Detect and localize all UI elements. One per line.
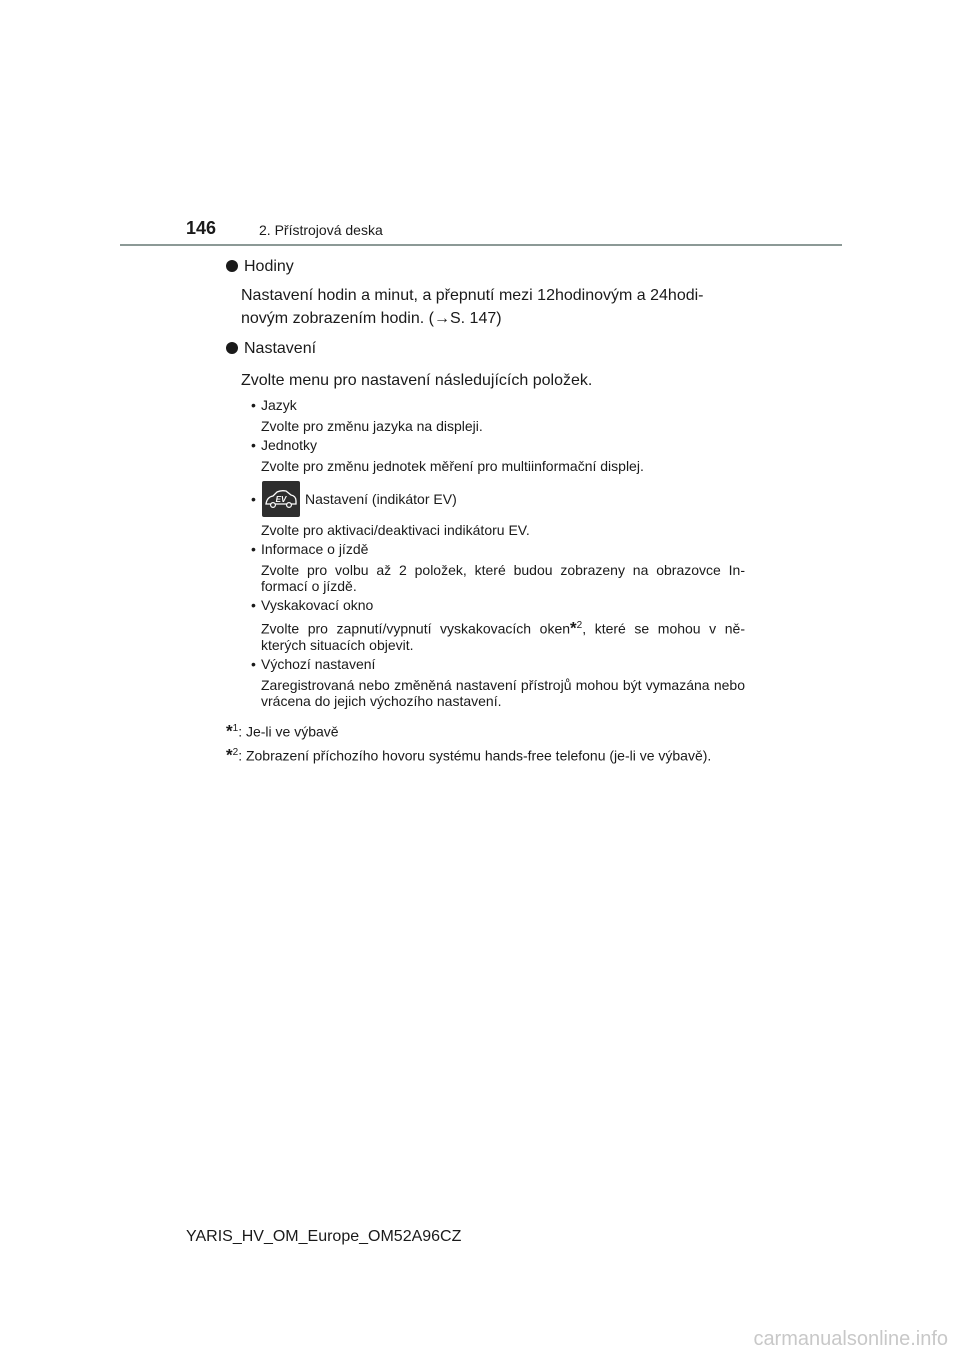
footnotes [226,719,746,763]
section-heading-hodiny: Hodiny [226,254,746,280]
list-item: • Informace o jízdě Zvolte pro volbu až 2 položek, které budou zobrazeny na obrazovce In-formací o jízdě. [251,541,745,594]
item-description: Zvolte pro zapnutí/vypnutí vyskakovacích oken*$^2$, které se mohou v ně-kterých situacích objevit. [261,618,745,653]
item-description: Zvolte pro změnu jednotek měření pro multiinformační displej. [261,458,644,474]
bullet-dot-icon [226,260,238,272]
chapter-title: 2. Přístrojová deska [259,222,383,238]
settings-list [251,396,746,709]
item-label: Informace o jízdě [261,541,369,557]
header-rule [120,244,842,246]
item-label: Vyskakovací okno [261,597,374,613]
item-label: Jednotky [261,437,318,453]
item-description: Zvolte pro změnu jazyka na displeji. [261,418,483,434]
page-content [226,252,746,763]
section-body-hodiny: Nastavení hodin a minut, a přepnutí mezi 12hodinovým a 24hodi- novým zobrazením hodin. (→S. 147) [241,287,704,327]
list-item: • Vyskakovací okno Zvolte pro zapnutí/vypnutí vyskakovacích oken*$^2$, které se mohou v ně-kterých situacích objevit. [251,597,745,653]
footnote: *$^2$: Zobrazení příchozího hovoru systému hands-free telefonu (je-li ve výbavě). [226,745,712,765]
bullet-dot-icon [226,342,238,354]
list-item: • Jednotky Zvolte pro změnu jednotek měření pro multiinformační displej. [251,436,746,474]
item-label: Výchozí nastavení [261,655,376,672]
list-item: • Výchozí nastavení Zaregistrovaná nebo změněná nastavení přístrojů mohou být vymazána nebo vrácena do jejich výchozího nastavení. [251,655,745,709]
footnote: *$^1$: Je-li ve výbavě [226,721,339,741]
item-label: Nastavení (indikátor EV) [305,491,457,507]
svg-text:EV: EV [275,495,287,504]
item-description: Zvolte pro aktivaci/deaktivaci indikátoru EV. [261,522,530,538]
ev-indicator-icon [262,481,300,517]
section-heading-nastaveni: Nastavení [226,336,746,362]
item-description: Zvolte pro volbu až 2 položek, které budou zobrazeny na obrazovce In-formací o jízdě. [261,562,745,594]
document-code: YARIS_HV_OM_Europe_OM52A96CZ [186,1228,462,1245]
item-label: Jazyk [261,397,297,413]
item-description: Zaregistrovaná nebo změněná nastavení přístrojů mohou být vymazána nebo vrácena do jejich výchozího nastavení. [261,676,745,709]
list-item: • EV Nastavení (indikátor EV) Zvolte pro aktivaci/deaktivaci indikátoru EV. [251,479,746,538]
section-body-nastaveni: Zvolte menu pro nastavení následujících položek. [241,372,593,389]
watermark: carmanualsonline.info [753,1328,948,1350]
page-number: 146 [186,218,217,238]
list-item: • Jazyk Zvolte pro změnu jazyka na displeji. [251,396,746,434]
